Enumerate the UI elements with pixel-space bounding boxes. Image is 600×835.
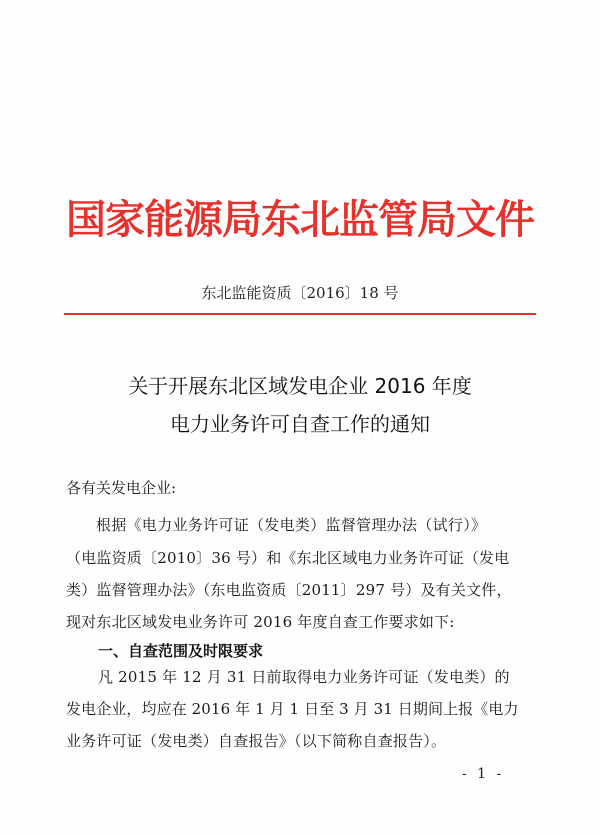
salutation: 各有关发电企业:	[66, 479, 177, 497]
paragraph-1-line-3: 类）监督管理办法》（东电监资质〔2011〕297 号）及有关文件，	[66, 581, 512, 599]
paragraph-1-line-2: （电监资质〔2010〕36 号）和《东北区域电力业务许可证（发电	[66, 549, 510, 567]
paragraph-2-line-1: 凡 2015 年 12 月 31 日前取得电力业务许可证（发电类）的	[98, 668, 510, 686]
subject-line-1: 关于开展东北区域发电企业 2016 年度	[128, 374, 472, 398]
section-1-heading: 一、自查范围及时限要求	[98, 642, 264, 660]
document-header-title: 国家能源局东北监管局文件	[66, 196, 534, 243]
paragraph-2-line-2: 发电企业，均应在 2016 年 1 月 1 日至 3 月 31 日期间上报《电力	[66, 700, 519, 718]
document-number: 东北监能资质〔2016〕18 号	[201, 284, 399, 302]
page-number: - 1 -	[462, 766, 505, 782]
paragraph-2-line-3: 业务许可证（发电类）自查报告》（以下简称自查报告）。	[66, 732, 447, 750]
red-divider-line	[64, 313, 536, 315]
paragraph-1-line-4: 现对东北区域发电业务许可 2016 年度自查工作要求如下:	[66, 613, 455, 631]
subject-line-2: 电力业务许可自查工作的通知	[170, 412, 430, 436]
paragraph-1-line-1: 根据《电力业务许可证（发电类）监督管理办法（试行）》	[96, 516, 487, 534]
